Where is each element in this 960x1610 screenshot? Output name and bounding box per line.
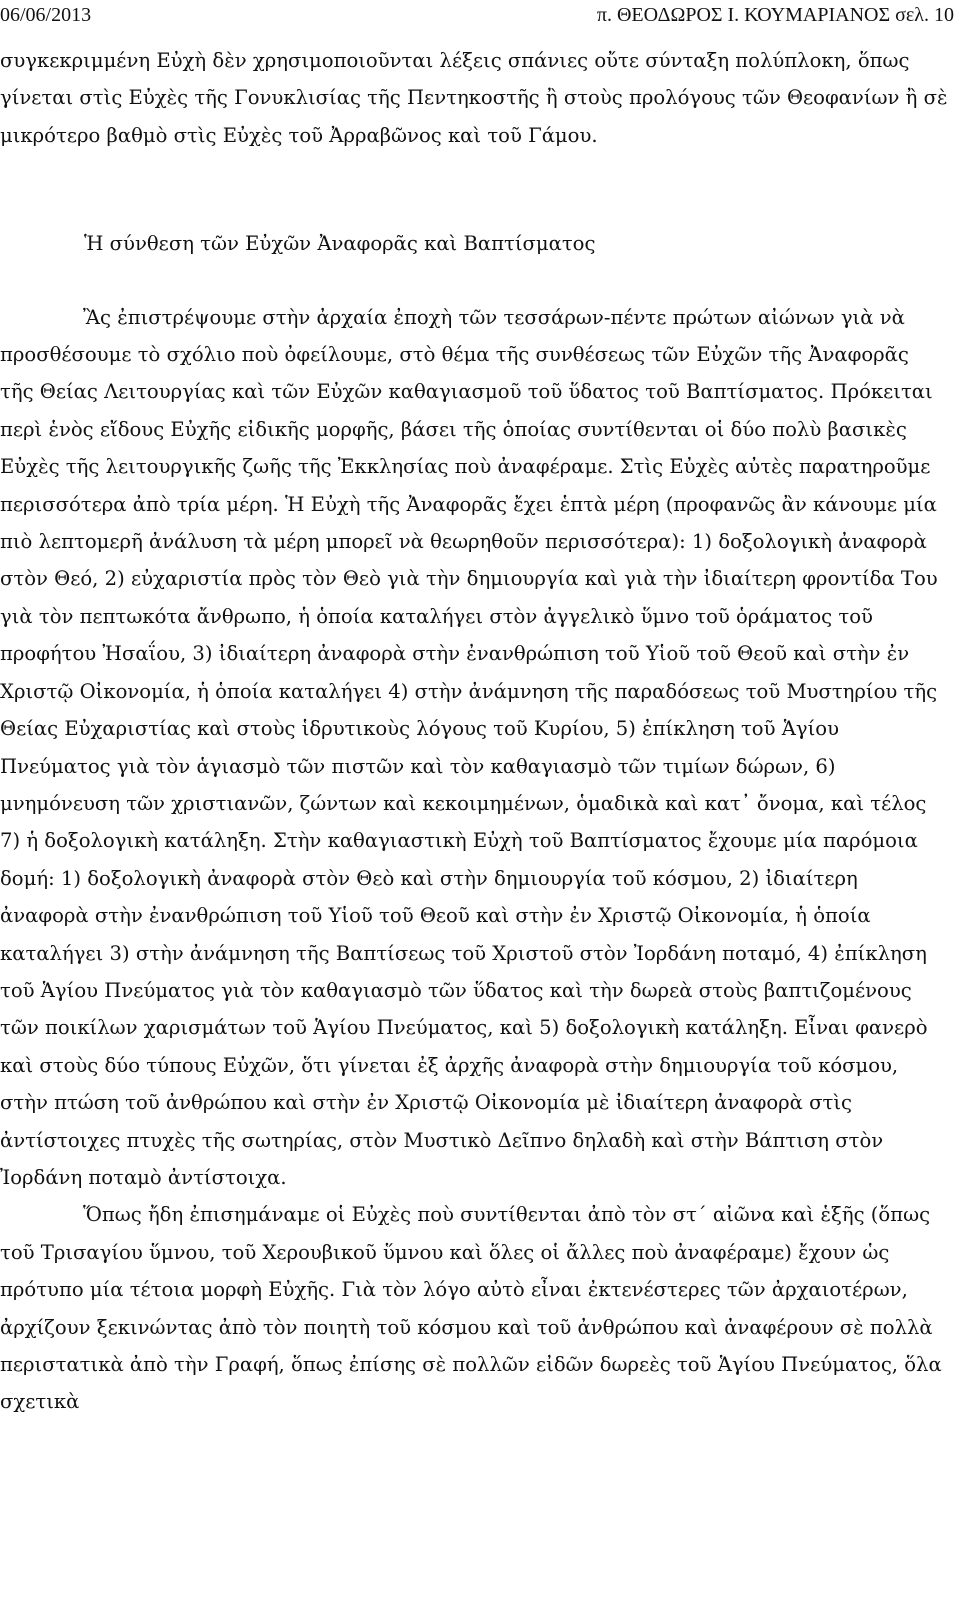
heading-spacer bbox=[0, 263, 948, 299]
paragraph-continuation: συγκεκριμμένη Εὐχὴ δὲν χρησιμοποιοῦνται λέξεις σπάνιες οὔτε σύνταξη πολύπλοκη, ὅπως γίνεται στὶς Εὐχὲς τῆς Γονυκλισίας τῆς Πεντηκοστῆς ἢ στοὺς προλόγους τῶν Θεοφανίων ἢ σὲ μικρότερο βαθμὸ στὶς Εὐχὲς τοῦ Ἀρραβῶνος καὶ τοῦ Γάμου. bbox=[0, 49, 948, 147]
section-heading: Ἡ σύνθεση τῶν Εὐχῶν Ἀναφορᾶς καὶ Βαπτίσματος bbox=[84, 232, 596, 256]
paragraph-spacer bbox=[0, 154, 948, 225]
page-header bbox=[0, 2, 958, 28]
header-date: 06/06/2013 bbox=[0, 4, 92, 26]
body-text bbox=[0, 42, 948, 1421]
paragraph-structure-of-prayers: Ἂς ἐπιστρέψουμε στὴν ἀρχαία ἐποχὴ τῶν τεσσάρων-πέντε πρώτων αἰώνων γιὰ νὰ προσθέσουμε τὸ σχόλιο ποὺ ὀφείλουμε, στὸ θέμα τῆς συνθέσεως τῶν Εὐχῶν τῆς Ἀναφορᾶς τῆς Θείας Λειτουργίας καὶ τῶν Εὐχῶν καθαγιασμοῦ τοῦ ὕδατος τοῦ Βαπτίσματος. Πρόκειται περὶ ἑνὸς εἴδους Εὐχῆς εἰδικῆς μορφῆς, βάσει τῆς ὁποίας συντίθενται οἱ δύο πολὺ βασικὲς Εὐχὲς τῆς λειτουργικῆς ζωῆς τῆς Ἐκκλησίας ποὺ ἀναφέραμε. Στὶς Εὐχὲς αὐτὲς παρατηροῦμε περισσότερα ἀπὸ τρία μέρη. Ἡ Εὐχὴ τῆς Ἀναφορᾶς ἔχει ἑπτὰ μέρη (προφανῶς ἂν κάνουμε μία πιὸ λεπτομερῆ ἀνάλυση τὰ μέρη μπορεῖ νὰ θεωρηθοῦν περισσότερα): 1) δοξολογικὴ ἀναφορὰ στὸν Θεό, 2) εὐχαριστία πρὸς τὸν Θεὸ γιὰ τὴν δημιουργία καὶ γιὰ τὴν ἰδιαίτερη φροντίδα Του γιὰ τὸν πεπτωκότα ἄνθρωπο, ἡ ὁποία καταλήγει στὸν ἀγγελικὸ ὕμνο τοῦ ὁράματος τοῦ προφήτου Ἠσαΐου, 3) ἰδιαίτερη ἀναφορὰ στὴν ἐνανθρώπιση τοῦ Υἱοῦ τοῦ Θεοῦ καὶ στὴν ἐν Χριστῷ Οἰκονομία, ἡ ὁποία καταλήγει 4) στὴν ἀνάμνηση τῆς παραδόσεως τοῦ Μυστηρίου τῆς Θείας Εὐχαριστίας καὶ στοὺς ἱδρυτικοὺς λόγους τοῦ Κυρίου, 5) ἐπίκληση τοῦ Ἁγίου Πνεύματος γιὰ τὸν ἁγιασμὸ τῶν πιστῶν καὶ τὸν καθαγιασμὸ τῶν τιμίων δώρων, 6) μνημόνευση τῶν χριστιανῶν, ζώντων καὶ κεκοιμημένων, ὁμαδικὰ καὶ κατ᾽ ὄνομα, καὶ τέλος 7) ἡ δοξολογικὴ κατάληξη. Στὴν καθαγιαστικὴ Εὐχὴ τοῦ Βαπτίσματος ἔχουμε μία παρόμοια δομή: 1) δοξολογικὴ ἀναφορὰ στὸν Θεὸ καὶ στὴν δημιουργία τοῦ κόσμου, 2) ἰδιαίτερη ἀναφορὰ στὴν ἐνανθρώπιση τοῦ Υἱοῦ τοῦ Θεοῦ καὶ στὴν ἐν Χριστῷ Οἰκονομία, ἡ ὁποία καταλήγει 3) στὴν ἀνάμνηση τῆς Βαπτίσεως τοῦ Χριστοῦ στὸν Ἰορδάνη ποταμό, 4) ἐπίκληση τοῦ Ἁγίου Πνεύματος γιὰ τὸν καθαγιασμὸ τῶν ὕδατος καὶ τὴν δωρεὰ στοὺς βαπτιζομένους τῶν ποικίλων χαρισμάτων τοῦ Ἁγίου Πνεύματος, καὶ 5) δοξολογικὴ κατάληξη. Εἶναι φανερὸ καὶ στοὺς δύο τύπους Εὐχῶν, ὅτι γίνεται ἐξ ἀρχῆς ἀναφορὰ στὴν δημιουργία τοῦ κόσμου, στὴν πτώση τοῦ ἀνθρώπου καὶ στὴν ἐν Χριστῷ Οἰκονομία μὲ ἰδιαίτερη ἀναφορὰ στὶς ἀντίστοιχες πτυχὲς τῆς σωτηρίας, στὸν Μυστικὸ Δεῖπνο δηλαδὴ καὶ στὴν Βάπτιση στὸν Ἰορδάνη ποταμὸ ἀντίστοιχα. bbox=[0, 305, 938, 1189]
paragraph-later-prayers: Ὅπως ἤδη ἐπισημάναμε οἱ Εὐχὲς ποὺ συντίθενται ἀπὸ τὸν στ΄ αἰῶνα καὶ ἑξῆς (ὅπως τοῦ Τρισαγίου ὕμνου, τοῦ Χερουβικοῦ ὕμνου καὶ ὅλες οἱ ἄλλες ποὺ ἀναφέραμε) ἔχουν ὡς πρότυπο μία τέτοια μορφὴ Εὐχῆς. Γιὰ τὸν λόγο αὐτὸ εἶναι ἐκτενέστερες τῶν ἀρχαιοτέρων, ἀρχίζουν ξεκινώντας ἀπὸ τὸν ποιητὴ τοῦ κόσμου καὶ τοῦ ἀνθρώπου καὶ ἀναφέρουν σὲ πολλὰ περιστατικὰ ἀπὸ τὴν Γραφή, ὅπως ἐπίσης σὲ πολλῶν εἰδῶν δωρεὲς τοῦ Ἁγίου Πνεύματος, ὅλα σχετικὰ bbox=[0, 1203, 942, 1414]
header-author-page: π. ΘΕΟΔΩΡΟΣ Ι. ΚΟΥΜΑΡΙΑΝΟΣ σελ. 10 bbox=[596, 4, 954, 26]
